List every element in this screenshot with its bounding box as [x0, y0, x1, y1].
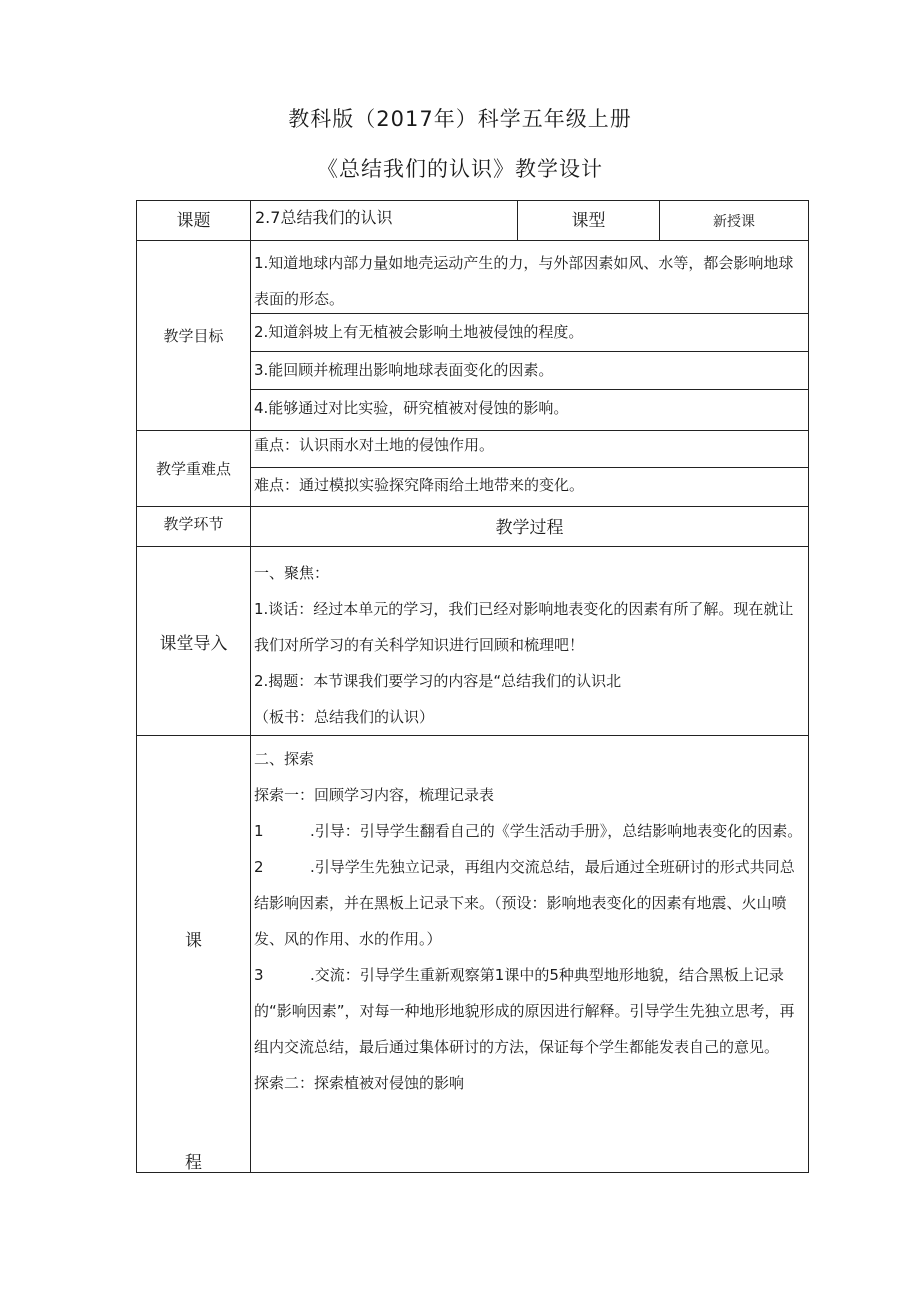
topic-row	[137, 201, 809, 241]
step-text: .引导学生先独立记录，再组内交流总结，最后通过全班研讨的形式共同总结影响因素，并在黑板上记录下来。（预设：影响地表变化的因素有地震、火山喷发、风的作用、水的作用。）	[254, 858, 795, 948]
step-text: .交流：引导学生重新观察第1课中的5种典型地形地貌，结合黑板上记录的“影响因素”，对每一种地形地貌形成的原因进行解释。引导学生先独立思考，再组内交流总结，最后通过集体研讨的方法，保证每个学生都能发表自己的意见。	[254, 966, 795, 1056]
intro-row	[137, 547, 809, 736]
explore-step	[254, 813, 804, 849]
intro-talk: 1.谈话：经过本单元的学习，我们已经对影响地表变化的因素有所了解。现在就让我们对所学习的有关科学知识进行回顾和梳理吧！	[254, 600, 794, 654]
intro-content	[251, 547, 809, 736]
process-header-row	[137, 507, 809, 547]
type-label: 课型	[518, 201, 660, 241]
key-points-label: 教学重难点	[137, 431, 251, 507]
process-header: 教学过程	[251, 507, 809, 547]
focus-point: 重点：认识雨水对土地的侵蚀作用。	[251, 431, 808, 468]
step-number: 3	[254, 966, 264, 984]
course-label	[137, 736, 251, 1173]
intro-topic: 2.揭题：本节课我们要学习的内容是“总结我们的认识北	[254, 672, 622, 690]
step-number: 2	[254, 858, 264, 876]
lesson-plan-table	[136, 200, 809, 1173]
stage-header: 教学环节	[137, 507, 251, 547]
goal-item: 4.能够通过对比实验，研究植被对侵蚀的影响。	[254, 399, 569, 417]
goals-row	[137, 241, 809, 431]
intro-board: （板书：总结我们的认识）	[254, 708, 435, 726]
goals-content	[251, 241, 809, 431]
course-label-bottom: 程	[185, 1153, 202, 1173]
topic-label: 课题	[137, 201, 251, 241]
goal-item: 2.知道斜坡上有无植被会影响土地被侵蚀的程度。	[251, 314, 808, 352]
goal-item: 3.能回顾并梳理出影响地球表面变化的因素。	[251, 352, 808, 390]
intro-heading: 一、聚焦：	[254, 564, 330, 582]
course-row	[137, 736, 809, 1173]
explore-one-title: 探索一：回顾学习内容，梳理记录表	[254, 786, 495, 804]
document-title: 教科版（2017年）科学五年级上册	[288, 107, 632, 131]
type-value: 新授课	[660, 201, 809, 241]
course-heading: 二、探索	[254, 750, 315, 768]
goals-label: 教学目标	[137, 241, 251, 431]
topic-value: 2.7总结我们的认识	[251, 201, 518, 241]
course-label-top: 课	[185, 931, 202, 951]
document-subtitle: 《总结我们的认识》教学设计	[317, 157, 603, 181]
intro-label: 课堂导入	[137, 547, 251, 736]
step-text: .引导：引导学生翻看自己的《学生活动手册》，总结影响地表变化的因素。	[310, 822, 803, 840]
key-points-row	[137, 431, 809, 507]
goal-item: 1.知道地球内部力量如地壳运动产生的力，与外部因素如风、水等，都会影响地球表面的形态。	[251, 241, 808, 314]
key-points-content	[251, 431, 809, 507]
course-content	[251, 736, 809, 1173]
difficulty-point: 难点：通过模拟实验探究降雨给土地带来的变化。	[254, 476, 585, 494]
explore-step	[254, 849, 804, 957]
explore-two-title: 探索二：探索植被对侵蚀的影响	[254, 1074, 465, 1092]
step-number: 1	[254, 822, 264, 840]
explore-step	[254, 957, 804, 1065]
